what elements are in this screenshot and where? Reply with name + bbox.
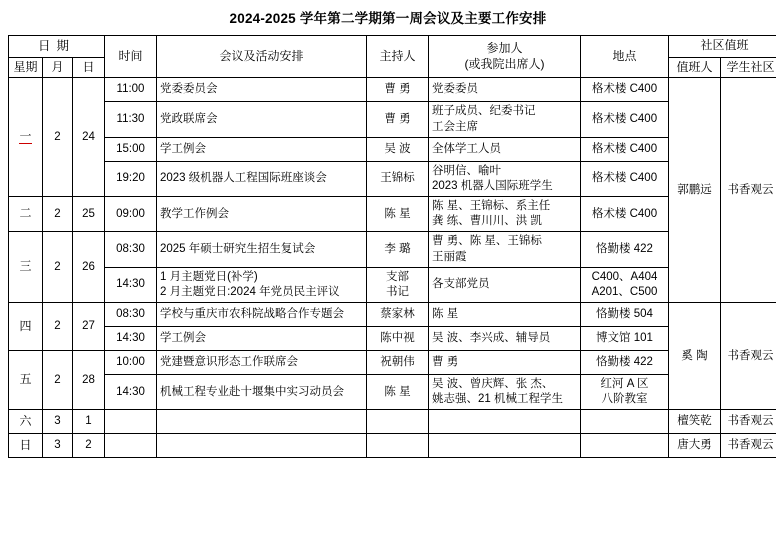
cell-attendees	[429, 410, 581, 434]
cell-location: 格术楼 C400	[581, 161, 669, 196]
table-row	[9, 327, 776, 351]
cell-location: 恪勤楼 422	[581, 232, 669, 267]
cell-host: 王锦标	[367, 161, 429, 196]
cell-host: 曹 勇	[367, 78, 429, 102]
header-time: 时间	[105, 36, 157, 78]
table-row	[9, 375, 776, 410]
cell-month: 2	[43, 232, 73, 303]
cell-weekday: 五	[9, 351, 43, 410]
cell-meeting	[157, 410, 367, 434]
cell-host: 蔡家林	[367, 303, 429, 327]
header-duty-group: 社区值班	[669, 36, 776, 58]
cell-time: 08:30	[105, 303, 157, 327]
cell-time	[105, 434, 157, 458]
table-row	[9, 137, 776, 161]
cell-meeting: 党建暨意识形态工作联席会	[157, 351, 367, 375]
cell-location	[581, 434, 669, 458]
cell-attendees: 曹 勇	[429, 351, 581, 375]
cell-host: 祝朝伟	[367, 351, 429, 375]
cell-weekday: 六	[9, 410, 43, 434]
cell-month: 2	[43, 78, 73, 197]
cell-meeting: 2025 年硕士研究生招生复试会	[157, 232, 367, 267]
table-header	[9, 36, 776, 78]
cell-day: 27	[73, 303, 105, 351]
cell-time: 14:30	[105, 375, 157, 410]
cell-location: 博文馆 101	[581, 327, 669, 351]
cell-location: 格术楼 C400	[581, 197, 669, 232]
cell-meeting	[157, 434, 367, 458]
table-body	[9, 78, 776, 458]
schedule-table	[8, 35, 776, 458]
cell-meeting: 1 月主题党日(补学) 2 月主题党日:2024 年党员民主评议	[157, 267, 367, 302]
cell-month: 3	[43, 434, 73, 458]
header-attendees-sub: (或我院出席人)	[464, 56, 545, 71]
cell-meeting: 2023 级机器人工程国际班座谈会	[157, 161, 367, 196]
cell-location: 恪勤楼 504	[581, 303, 669, 327]
header-date-group: 日期	[9, 36, 105, 58]
header-attendees-main: 参加人	[486, 40, 523, 55]
cell-host	[367, 434, 429, 458]
cell-attendees: 吴 波、李兴成、辅导员	[429, 327, 581, 351]
cell-location	[581, 410, 669, 434]
cell-student-community: 书香观云	[721, 410, 776, 434]
cell-host: 陈 星	[367, 197, 429, 232]
page-title: 2024-2025 学年第二学期第一周会议及主要工作安排	[229, 11, 547, 26]
header-row-1	[9, 36, 776, 58]
cell-meeting: 党政联席会	[157, 102, 367, 137]
cell-attendees: 吴 波、曾庆辉、张 杰、 姚志强、21 机械工程学生	[429, 375, 581, 410]
table-row	[9, 351, 776, 375]
table-row	[9, 102, 776, 137]
cell-time: 15:00	[105, 137, 157, 161]
table-row	[9, 78, 776, 102]
cell-time: 14:30	[105, 267, 157, 302]
cell-time: 19:20	[105, 161, 157, 196]
header-attendees	[429, 36, 581, 78]
cell-location: 格术楼 C400	[581, 102, 669, 137]
cell-duty-person: 唐大勇	[669, 434, 721, 458]
header-month: 月	[43, 57, 73, 78]
cell-attendees: 陈 星、王锦标、系主任 龚 练、曹川川、洪 凯	[429, 197, 581, 232]
cell-month: 2	[43, 303, 73, 351]
cell-weekday: 三	[9, 232, 43, 303]
cell-attendees: 曹 勇、陈 星、王锦标 王丽霞	[429, 232, 581, 267]
cell-host	[367, 410, 429, 434]
cell-month: 2	[43, 351, 73, 410]
cell-student-community: 书香观云	[721, 78, 776, 303]
header-meeting: 会议及活动安排	[157, 36, 367, 78]
cell-time: 09:00	[105, 197, 157, 232]
cell-meeting: 学校与重庆市农科院战略合作专题会	[157, 303, 367, 327]
table-row	[9, 434, 776, 458]
cell-student-community: 书香观云	[721, 303, 776, 410]
cell-time	[105, 410, 157, 434]
cell-location: C400、A404 A201、C500	[581, 267, 669, 302]
cell-meeting: 学工例会	[157, 137, 367, 161]
header-duty-person: 值班人	[669, 57, 721, 78]
cell-day: 26	[73, 232, 105, 303]
cell-location: 格术楼 C400	[581, 137, 669, 161]
cell-attendees: 陈 星	[429, 303, 581, 327]
cell-location: 格术楼 C400	[581, 78, 669, 102]
table-row	[9, 197, 776, 232]
cell-host: 李 璐	[367, 232, 429, 267]
table-row	[9, 232, 776, 267]
cell-location: 恪勤楼 422	[581, 351, 669, 375]
cell-host: 曹 勇	[367, 102, 429, 137]
cell-attendees: 各支部党员	[429, 267, 581, 302]
cell-weekday: 一	[9, 78, 43, 197]
cell-time: 08:30	[105, 232, 157, 267]
cell-host: 陈中视	[367, 327, 429, 351]
cell-meeting: 学工例会	[157, 327, 367, 351]
cell-duty-person: 郭鹏远	[669, 78, 721, 303]
cell-duty-person: 檀笑乾	[669, 410, 721, 434]
cell-student-community: 书香观云	[721, 434, 776, 458]
cell-attendees: 党委委员	[429, 78, 581, 102]
table-row	[9, 303, 776, 327]
cell-attendees: 全体学工人员	[429, 137, 581, 161]
cell-time: 10:00	[105, 351, 157, 375]
cell-day: 25	[73, 197, 105, 232]
cell-day: 1	[73, 410, 105, 434]
cell-host: 吴 波	[367, 137, 429, 161]
cell-meeting: 机械工程专业赴十堰集中实习动员会	[157, 375, 367, 410]
header-host: 主持人	[367, 36, 429, 78]
cell-location: 红河 A 区 八阶教室	[581, 375, 669, 410]
header-location: 地点	[581, 36, 669, 78]
cell-month: 3	[43, 410, 73, 434]
cell-month: 2	[43, 197, 73, 232]
cell-time: 11:30	[105, 102, 157, 137]
header-student-community: 学生社区	[721, 57, 776, 78]
cell-day: 24	[73, 78, 105, 197]
cell-weekday: 日	[9, 434, 43, 458]
cell-day: 28	[73, 351, 105, 410]
cell-time: 11:00	[105, 78, 157, 102]
cell-meeting: 党委委员会	[157, 78, 367, 102]
cell-attendees: 谷明信、喻叶 2023 机器人国际班学生	[429, 161, 581, 196]
cell-attendees: 班子成员、纪委书记 工会主席	[429, 102, 581, 137]
table-row	[9, 161, 776, 196]
cell-attendees	[429, 434, 581, 458]
cell-meeting: 教学工作例会	[157, 197, 367, 232]
table-row	[9, 267, 776, 302]
cell-duty-person: 奚 陶	[669, 303, 721, 410]
cell-day: 2	[73, 434, 105, 458]
header-weekday: 星期	[9, 57, 43, 78]
cell-time: 14:30	[105, 327, 157, 351]
header-day: 日	[73, 57, 105, 78]
cell-host: 陈 星	[367, 375, 429, 410]
cell-weekday: 二	[9, 197, 43, 232]
cell-host: 支部 书记	[367, 267, 429, 302]
cell-weekday: 四	[9, 303, 43, 351]
table-row	[9, 410, 776, 434]
